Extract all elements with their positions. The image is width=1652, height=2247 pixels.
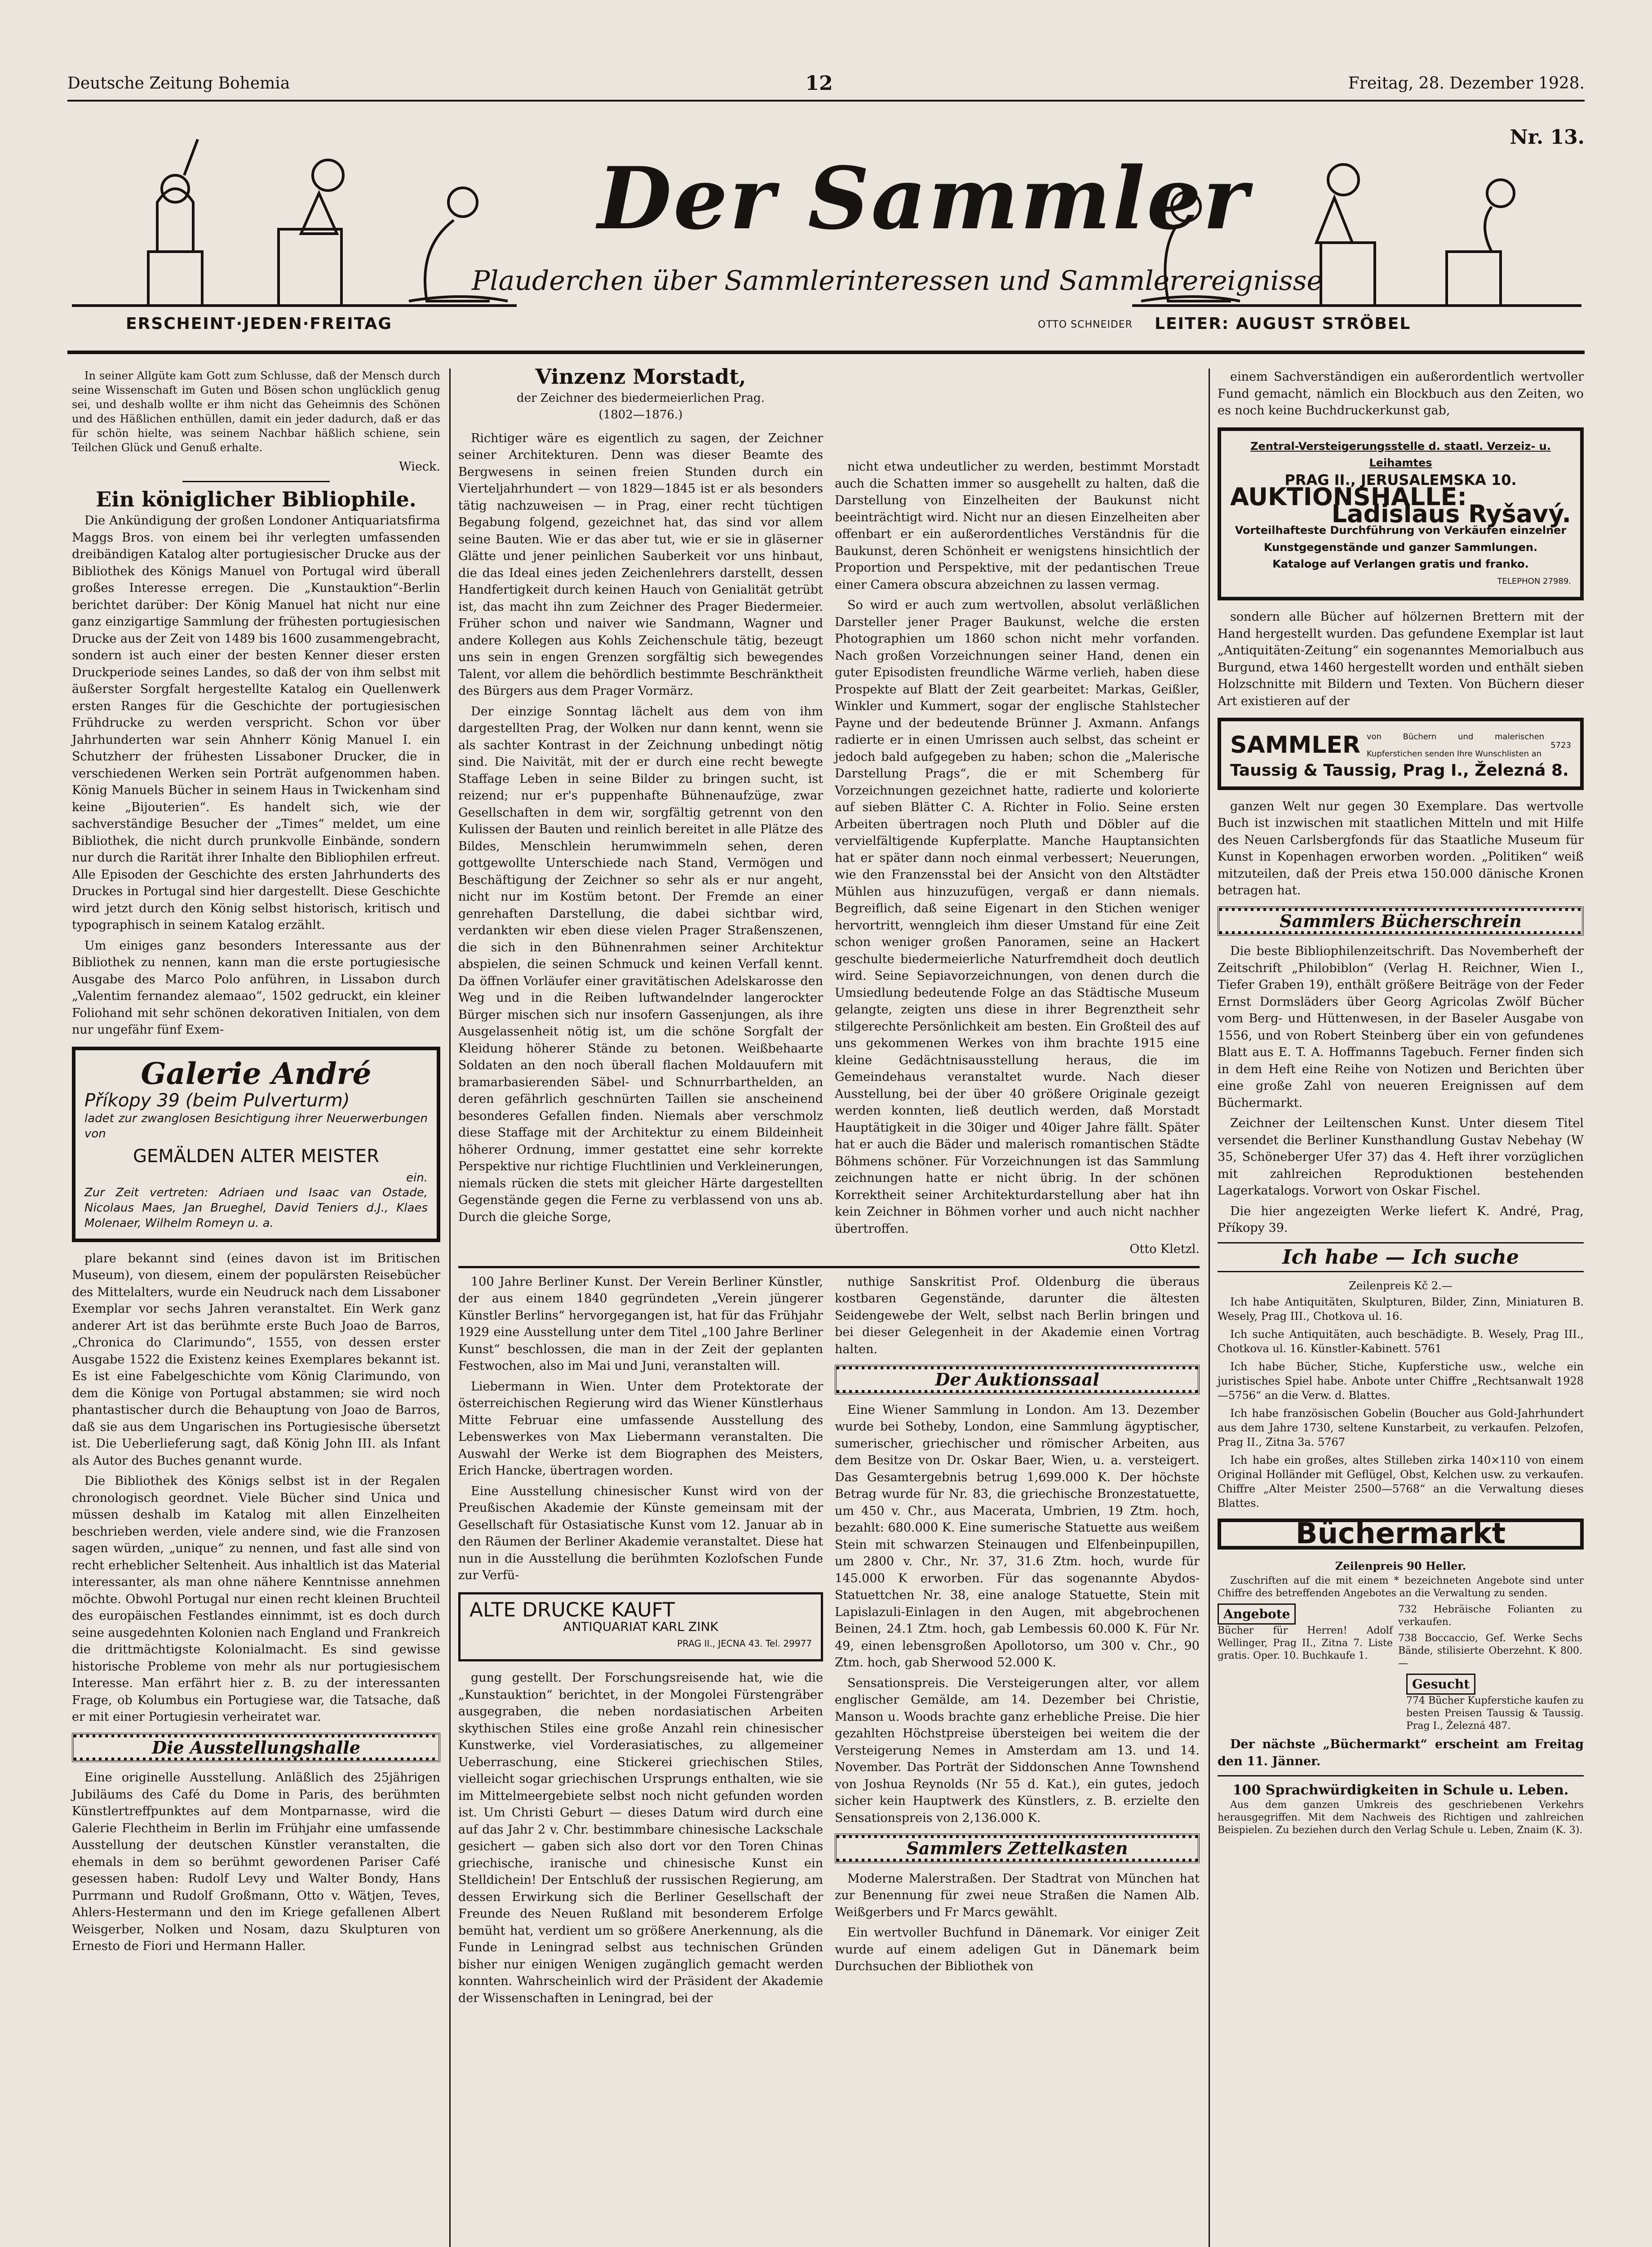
column-3 [1218, 369, 1584, 1840]
news-item: nuthige Sanskritist Prof. Oldenburg die überaus kostbaren Gegenstände, darunter die ältesten Seidengewebe der Welt, selbst nach Berlin bringen und bei dieser Gelegenheit in der Akademie einen Vortrag halten. [835, 1274, 1200, 1356]
line-price: Zeilenpreis Kč 2.— [1349, 1279, 1453, 1292]
section-banner-zettelkasten: Sammlers Zettelkasten [835, 1834, 1200, 1863]
classified-ad: 732 Hebräische Folianten zu verkaufen. [1398, 1603, 1582, 1628]
news-item: Liebermann in Wien. Unter dem Protektorate der österreichischen Regierung wird das Wiener Künstlerhaus Mitte Februar eine umfassende Ausstellung des Lebenswerkes von Max Liebermann veranstalten. Die Auswahl der Werke ist dem Biographen des Meisters, Erich Hancke, übertragen worden. [458, 1379, 823, 1478]
classified-ad: Ich habe französischen Gobelin (Boucher aus Gold-Jahrhundert aus dem Jahre 1730, seltene Kunstarbeit, zu verkaufen. Pelzofen, Prag II., Zitna 3a. 5767 [1218, 1407, 1584, 1448]
issue-date: Freitag, 28. Dezember 1928. [1348, 74, 1585, 93]
advert-auktionshalle [1218, 427, 1584, 601]
advert-galerie-andre [72, 1047, 440, 1242]
news-item: Eine Wiener Sammlung in London. Am 13. Dezember wurde bei Sotheby, London, eine Sammlung ägyptischer, sumerischer, griechischer und römischer Arbeiten, aus dem Besitze von Dr. Oskar Baer, Wien, u. a. versteigert. Das Gesamtergebnis betrug 1,699.000 K. Der höchste Betrag wurde für Nr. 83, die griechische Bronzestatuette, um 450 v. Chr., aus Macerata, Umbrien, 19 Ztm. hoch, bezahlt: 680.000 K. Eine sumerische Statuette aus weißem Stein mit schwarzen Steinaugen und Elfenbeinpupillen, um 2800 v. Chr., Nr. 37, 31.6 Ztm. hoch, wurde für 145.000 K erworben. Für das sogenannte Abydos-Statuettchen Nr. 38, eine analoge Statuette, Stein mit Lapislazuli-Einlagen in den Augen, mit abgebrochenen Beinen, 24.1 Ztm. hoch, gab Lembessis 60.000 K. Für Nr. 49, einen lebensgroßen Apollotorso, um 300 v. Chr., 90 Ztm. hoch, gab Sherwood 52.000 K. [835, 1403, 1200, 1670]
classified-ad: 774 Bücher Kupferstiche kaufen zu besten Preisen Taussig & Taussig. Prag I., Železná 487. [1406, 1695, 1584, 1732]
article-paragraph: Die Ankündigung der großen Londoner Antiquariatsfirma Maggs Bros. von einem bei ihr verlegten umfassenden dreibändigen Katalog alter portugiesischer Drucke aus der Bibliothek des Königs Manuel von Portugal wird überall großes Interesse erregen. Die „Kunstauktion“-Berlin berichtet darüber: Der König Manuel hat nicht nur eine ganz einzigartige Sammlung der frühesten portugiesischen Drucke aus der Zeit von 1489 bis 1600 zusammengebracht, sondern ist auch einer der besten Kenner dieser ersten Druckperiode seines Landes, so daß der von ihm selbst mit äußerster Sorgfalt hergestellte Katalog ein Quellenwerk ersten Ranges für die Geschichte der portugiesischen Frühdrucke zu werden verspricht. Schon vor über Jahrhunderten war sein Ahnherr König Manuel I. ein Schutzherr der frühesten Lissaboner Drucker, die in verschiedenen Werken sein Porträt aufgenommen haben. König Manuels Bücher in seinem Haus in Twickenham sind keine „Bijouterien“. Es handelt sich, wie der sachverständige Besucher der „Times“ meldet, um eine Bibliothek, die nicht durch prunkvolle Einbände, sondern nur durch die Rarität ihrer Inhalte den Bibliophilen erfreut. Alle Episoden der Geschichte des ersten Jahrhunderts des Druckes in Portugal sind hier dargestellt. Diese Geschichte wird jetzt durch den König selbst historisch, kritisch und typographisch in seinem Katalog erzählt. [72, 514, 440, 932]
angebote-tag: Angebote [1218, 1603, 1296, 1625]
advert-title: ALTE DRUCKE KAUFT [469, 1598, 675, 1621]
morstadt-article [458, 364, 1200, 1261]
advert-text: ladet zur zwanglosen Besichtigung ihrer Neuerwerbungen von [84, 1112, 428, 1141]
article-paragraph: einem Sachverständigen ein außerordentlich wertvoller Fund gemacht, nämlich ein Blockbuch aus den Zeiten, wo es noch keine Buchdruckerkunst gab, [1218, 370, 1584, 417]
column-2 [458, 364, 1200, 2010]
page-number: 12 [805, 71, 833, 95]
article-paragraph: nicht etwa undeutlicher zu werden, bestimmt Morstadt auch die Schatten immer so ausgehellt zu halten, daß die Darstellung von Einzelheiten der Baukunst nicht beeinträchtigt wird. Nicht nur an diesen Einzelheiten aber offenbart er ein außerordentliches Verständnis für die Baukunst, deren Schönheit er wenigstens hinsichtlich der Proportion und Perspektive, mit der pedantischen Treue einer Camera obscura abzeichnen zu lassen vermag. [835, 460, 1200, 592]
column-2d [835, 1274, 1200, 2011]
advert-phone: TELEPHON 27989. [1497, 576, 1571, 586]
column-1 [72, 369, 440, 1958]
article-paragraph: Der einzige Sonntag lächelt aus dem von ihm dargestellten Prag, der Wolken nur dann kennt, wenn sie als sachter Kontrast in der Zeichnung unbedingt nötig sind. Die Naivität, mit der er durch eine recht bewegte Staffage Leben in seine Bilder zu bringen sucht, ist reizend; nur er's puppenhafte Bühnenaufzüge, zwar Gesellschaften in dem wir, sorgfältig getrennt von den Kulissen der Bauten und reinlich bereitet in alle Plätze des Bildes, Menschlein herumwimmeln sehen, deren gottgewollte Unterschiede nach Stand, Vermögen und Beschäftigung der Zeichner so sehr als er nur angeht, nicht nur im Kostüm betont. Der Fremde an einer genrehaften Darstellung, die dabei sichtbar wird, verdankten wir eben diese vielen Prager Straßenszenen, die sich in den Bühnenrahmen seiner Architektur abspielen, die seinen Schmuck und keinen Verfall kennt. Da öffnen Vorläufer einer gravitätischen Adelskarosse den Weg und in die Reiben luftwandelnder langerockter Bürger mischen sich nur insofern Gassenjungen, als ihre Ausgelassenheit nötig ist, um die schöne Sorgfalt der Kleidung höherer Stände zu betonen. Weißbehaarte Soldaten an den noch überall flachen Moldauufern mit bramarbasierenden Säbel- und Schnurrbarthelden, an deren gefährlich geschnürten Taillen sie anscheinend besonderes Gefallen finden. Niemals aber verschmolz diese Staffage mit der Architektur zu einem Bildeinheit höherer Ordnung, immer gestattet eine sehr korrekte Perspektive nur richtige Fluchtlinien und Verkleinerungen, niemals rücken die stets mit gleicher Härte dargestellten Gegenstände gegen die Ferne zu verblassend von uns ab. Durch die gleiche Sorge, [458, 704, 823, 1224]
article-paragraph: plare bekannt sind (eines davon ist im Britischen Museum), von diesem, einem der populärsten Reisebücher des Mittelalters, wurde ein Neudruck nach dem Lissaboner Exemplar vor sechs Jahren veranstaltet. Ein Werk ganz anderer Art ist das berühmte erste Buch Joao de Barros, „Chronica do Clarimundo“, 1555, von dessen erster Ausgabe 1522 die Existenz keines Exemplares bekannt ist. Es ist eine Fabelgeschichte vom König Clarimundo, von dem die Könige von Portugal abstammen; sie wird noch phantastischer durch die Behauptung von Joao de Barros, daß sie aus dem Ungarischen ins Portugiesische übersetzt ist. Die Ueberlieferung sagt, daß König John III. als Infant als Autor des Buches genannt wurde. [72, 1251, 440, 1468]
advert-title: SAMMLER [1230, 731, 1360, 759]
advert-address: PRAG II., JECNA 43. Tel. 29977 [677, 1638, 812, 1649]
article-title-bibliophile: Ein königlicher Bibliophile. [96, 487, 416, 511]
classified-ad: Ich habe Antiquitäten, Skulpturen, Bilder, Zinn, Miniaturen B. Wesely, Prag III., Chotkova ul. 16. [1218, 1295, 1584, 1323]
advert-text: Vorteilhafteste Durchführung von Verkäufen einzelner Kunstgegenstände und ganzer Sammlungen. [1235, 524, 1567, 554]
article-dates: (1802—1876.) [598, 408, 683, 422]
article-paragraph: Richtiger wäre es eigentlich zu sagen, der Zeichner seiner Architekturen. Denn was dieser Beamte des Bergwesens in seinen freien Stunden durch ein Vierteljahrhundert — von 1829—1845 ist er als besonders tätig nachzuweisen — in Prag, einer recht tüchtigen Begabung folgend, gezeichnet hat, das sind vor allem seine Bauten. Wie er das aber tut, wie er sie in gläserner Glätte und jener peinlichen Sauberkeit vor uns hinbaut, die das Ideal eines jeden Zeichenlehrers darstellt, dessen Handfertigkeit durch keinen Hauch von Genialität getrübt ist, das macht ihn zum Zeichner des Prager Biedermeier. Früher schon und naiver wie Sandmann, Wagner und andere Kollegen aus Kohls Zeichenschule tätig, bezeugt uns sein in engen Grenzen sorgfältig sich bewegendes Talent, vor allem die behördlich bestimmte Beschränktheit des Bürgers aus dem Prager Vormärz. [458, 431, 823, 698]
news-item: Sensationspreis. Die Versteigerungen alter, vor allem englischer Gemälde, am 14. Dezember bei Christie, Manson u. Woods brachte ganz erhebliche Preise. Die hier gezahlten Höchstpreise übersteigen bei weitem die der Versteigerung Nemes in Amsterdam am 13. und 14. November. Das Porträt der Siddonschen Anne Townshend von Joshua Reynolds (Nr 55 d. Kat.), ein gutes, jedoch sicher kein Hauptwerk des Künstlers, z. B. erzielte den Sensationspreis von 2,136.000 K. [835, 1676, 1200, 1825]
advert-address: Taussig & Taussig, Prag I., Železná 8. [1230, 761, 1569, 780]
news-item: Der nächste „Büchermarkt“ erscheint am Freitag den 11. Jänner. [1218, 1737, 1584, 1768]
article-paragraph: sondern alle Bücher auf hölzernen Brettern mit der Hand hergestellt wurden. Das gefundene Exemplar ist laut „Antiquitäten-Zeitung“ ein sogenanntes Memorialbuch aus Burgund, etwa 1460 hergestellt worden und enthält sieben Holzschnitte mit Bildern und Texten. Von Büchern dieser Art existieren auf der [1218, 610, 1584, 708]
classified-ad: Ich habe ein großes, altes Stilleben zirka 140×110 von einem Original Holländer mit Geflügel, Obst, Kelchen usw. zu verkaufen. Chiffre „Alter Meister 2500—5768“ an die Verwaltung dieses Blattes. [1218, 1453, 1584, 1510]
classified-ad: Ich habe Bücher, Stiche, Kupferstiche usw., welche ein juristisches Spiel habe. Anbote unter Chiffre „Rechtsanwalt 1928—5756“ an die Verw. d. Blattes. [1218, 1360, 1584, 1402]
classified-ad: Bücher für Herren! Adolf Wellinger, Prag II., Zitna 7. Liste gratis. Oper. 10. Buchkaufe 1. [1218, 1625, 1393, 1661]
angebote-column [1218, 1603, 1393, 1674]
advert-text: von Büchern und malerischen Kupferstichen senden Ihre Wunschlisten an [1366, 732, 1545, 759]
news-item: Zeichner der Leiltenschen Kunst. Unter diesem Titel versendet die Berliner Kunsthandlung Gustav Nebehay (W 35, Schöneberger Ufer 37) das 4. Heft ihrer vorzüglichen mit zahlreichen Reproduktionen bestehenden Lagerkatalogs. Vorwort von Oskar Fischel. [1218, 1116, 1584, 1198]
advert-number: 5723 [1550, 740, 1571, 750]
divider [1218, 1242, 1584, 1243]
article-title-morstadt: Vinzenz Morstadt, [535, 364, 746, 389]
publication-schedule: ERSCHEINT·JEDEN·FREITAG [126, 315, 392, 333]
intro-quote-author: Wieck. [399, 460, 440, 474]
news-item: Moderne Malerstraßen. Der Stadtrat von München hat zur Benennung für zwei neue Straßen die Namen Alb. Weißgerbers und Fr Marcs gewählt. [835, 1871, 1200, 1919]
top-rule [67, 100, 1585, 102]
section-banner-auction: Der Auktionssaal [835, 1365, 1200, 1394]
advert-title: AUKTIONSHALLE: [1230, 483, 1467, 511]
line-price: Zeilenpreis 90 Heller. [1335, 1559, 1466, 1572]
collector-figures-right-illustration [1132, 126, 1581, 324]
divider [458, 1266, 1200, 1268]
article-author: Otto Kletzl. [1129, 1242, 1200, 1256]
intro-quote: In seiner Allgüte kam Gott zum Schlusse, daß der Mensch durch seine Wissenschaft im Guten und Bösen schon unglücklich genug sei, und deshalb wollte er ihm nicht das Geheimnis des Schönen und des Häßlichen enthüllen, damit ein jeder dadurch, daß er das für schön hielte, was seinem Nachbar häßlich schiene, sein Teilchen Glück und Genuß erhalte. [72, 369, 440, 454]
advert-name: Ladislaus Ryšavý. [1331, 499, 1571, 528]
masthead-title: Der Sammler [598, 148, 1250, 249]
advert-karl-zink [458, 1592, 823, 1662]
news-item: Ein wertvoller Buchfund in Dänemark. Vor einiger Zeit wurde auf einem adeligen Gut in Dänemark beim Durchsuchen der Bibliothek von [835, 1926, 1200, 1973]
article-subtitle: der Zeichner des biedermeierlichen Prag. [517, 391, 765, 405]
news-item: gung gestellt. Der Forschungsreisende hat, wie die „Kunstauktion“ berichtet, in der Mongolei Fürstengräber ausgegraben, die neben nordasiatischen Arbeiten skythischen Stiles eine große Anzahl rein chinesischer Kunstwerke, viel Vorderasiatisches, zu allgemeiner Ueberraschung, eine Stickerei griechischen Stiles, vielleicht sogar griechischen Ursprungs enthalten, wie sie im Mittelmeergebiete selbst noch nicht gefunden worden ist. Um Christi Geburt — dieses Datum wird durch eine auf das Jahr 2 v. Chr. bestimmbare chinesische Lackschale gesichert — gaben sich also dort vor den Toren Chinas griechische, iranische und chinesische Kunst ein Stelldichein! Der Entschluß der russischen Regierung, am dessen Erwirkung sich die Berliner Gesellschaft der Freunde des Neuen Rußland mit besonderem Erfolge bemüht hat, verdient um so größere Anerkennung, als die Funde in Leningrad selbst aus technischen Gründen bisher nur einigen Wenigen zugänglich gemacht werden konnten. Wahrscheinlich wird der Präsident der Akademie der Wissenschaften in Leningrad, bei der [458, 1671, 823, 2005]
issue-number: Nr. 13. [1510, 126, 1585, 149]
advert-address: PRAG II., JERUSALEMSKA 10. [1284, 471, 1517, 488]
collector-figures-left-illustration [67, 126, 517, 324]
top-line [67, 70, 1585, 97]
masthead [67, 117, 1585, 351]
news-item: 100 Jahre Berliner Kunst. Der Verein Berliner Künstler, der aus einem 1840 gegründeten „Verein jüngerer Künstler Berlins“ hervorgegangen ist, hat für das Frühjahr 1929 eine Ausstellung unter dem Titel „100 Jahre Berliner Kunst“ beschlossen, die man in der Zeit der geplanten Festwochen, also im Mai und Juni, veranstalten will. [458, 1274, 823, 1373]
section-banner-exhibition: Die Ausstellungshalle [72, 1733, 440, 1763]
column-2c [458, 1274, 823, 2011]
gesucht-tag: Gesucht [1406, 1674, 1475, 1695]
section-title-ich-habe: Ich habe — Ich suche [1282, 1245, 1519, 1269]
divider [1218, 1271, 1584, 1272]
masthead-rule [67, 351, 1585, 354]
article-paragraph: Zuschriften auf die mit einem * bezeichneten Angebote sind unter Chiffre des betreffenden Angebotes an die Verwaltung zu senden. [1218, 1575, 1584, 1599]
advert-title: 100 Sprachwürdigkeiten in Schule u. Leben. [1232, 1782, 1569, 1798]
advert-address: Příkopy 39 (beim Pulverturm) [84, 1090, 350, 1111]
lower-news [458, 1274, 1200, 2011]
column-2b [835, 369, 1200, 1261]
column-separator-1 [449, 369, 451, 2247]
advert-title: Galerie André [141, 1056, 372, 1091]
classified-ad: 738 Boccaccio, Gef. Werke Sechs Bände, stilisierte Oberzehnt. K 800.— [1398, 1632, 1582, 1669]
advert-artists: Zur Zeit vertreten: Adriaen und Isaac van Ostade, Nicolaus Maes, Jan Brueghel, David Teniers d.J., Klaes Molenaer, Wilhelm Romeyn u. a. [84, 1186, 428, 1230]
buechermarkt-ads [1218, 1603, 1584, 1674]
column-2a [458, 364, 823, 1261]
column-separator-2 [1209, 369, 1210, 2247]
advert-sub: ANTIQUARIAT KARL ZINK [563, 1619, 718, 1634]
angebote-column-2 [1398, 1603, 1582, 1674]
article-paragraph: Die Bibliothek des Königs selbst ist in der Regalen chronologisch geordnet. Viele Bücher sind Unica und müssen deshalb im Katalog mit allen Einzelheiten beschrieben werden, viele andere sind, wie die Franzosen sagen würden, „unique“ zu nennen, und fast alle sind von recht erheblicher Seltenheit. Aus inhaltlich ist das Material interessanter, als man ohne nähere Kenntnisse annehmen möchte. Obwohl Portugal nur einen recht kleinen Bruchteil des europäischen Festlandes einnimmt, ist es doch durch seine ausgedehnten Kolonien nach England und Frankreich die drittmächtigste Kolonialmacht. Es sind gewisse historische Probleme von mehr als nur portugiesischem Interesse. Man erfährt hier z. B. zu der interessanten Frage, ob Kolumbus ein Portugiese war, die Tatsache, daß er mit einer Portugiesin verheiratet war. [72, 1474, 440, 1724]
article-paragraph: Um einiges ganz besonders Interessante aus der Bibliothek zu nennen, kann man die erste portugiesische Ausgabe des Marco Polo anführen, in Lissabon durch „Valentim fernandez alemaao“, 1502 gedruckt, ein kleiner Foliohand mit sehr schönen dekorativen Initialen, von dem nur ungefähr fünf Exem- [72, 938, 440, 1037]
news-item: Die beste Bibliophilenzeitschrift. Das Novemberheft der Zeitschrift „Philobiblon“ (Verlag H. Reichner, Wien I., Tiefer Graben 19), enthält größere Beiträge von der Feder Ernst Dormsläders über Georg Agricolas Zwölf Bücher vom Berg- und Hüttenwesen, in der Baseler Ausgabe von 1556, und von Robert Steinberg über ein von gefundenes Blatt aus E. T. A. Hoffmanns Tagebuch. Ferner finden sich in dem Heft eine Reihe von Notizen und Berichten über eine große Zahl von neueren Ereignissen auf dem Büchermarkt. [1218, 944, 1584, 1110]
section-banner-buecherschrein: Sammlers Bücherschrein [1218, 906, 1584, 936]
masthead-artist: OTTO SCHNEIDER [1038, 319, 1133, 330]
advert-taussig [1218, 718, 1584, 790]
section-title-buechermarkt: Büchermarkt [1218, 1519, 1584, 1550]
advert-top: Zentral-Versteigerungsstelle d. staatl. Verzeiz- u. Leihamtes [1250, 440, 1551, 469]
newspaper-name: Deutsche Zeitung Bohemia [67, 74, 290, 93]
news-item: Eine Ausstellung chinesischer Kunst wird von der Preußischen Akademie der Künste gemeinsam mit der Gesellschaft für Ostasiatische Kunst vom 12. Januar ab in den Räumen der Berliner Akademie veranstaltet. Diese hat nun in die Ausstellung die berühmten Kozlofschen Funde zur Verfü- [458, 1484, 823, 1582]
editor-line: LEITER: AUGUST STRÖBEL [1155, 315, 1411, 333]
classified-ad: Ich suche Antiquitäten, auch beschädigte. B. Wesely, Prag III., Chotkova ul. 16. Künstler-Kabinett. 5761 [1218, 1328, 1584, 1355]
article-paragraph: ganzen Welt nur gegen 30 Exemplare. Das wertvolle Buch ist inzwischen mit staatlichen Mitteln und mit Hilfe des Neuen Carlsbergfonds für das Staatliche Museum für Kunst in Kopenhagen erworben worden. „Politiken“ weiß mitzuteilen, daß der Preis etwa 150.000 dänische Kronen betragen hat. [1218, 799, 1584, 897]
advert-text: Kataloge auf Verlangen gratis und franko. [1272, 558, 1529, 570]
advert-text: ein. [406, 1171, 428, 1185]
article-paragraph: So wird er auch zum wertvollen, absolut verläßlichen Darsteller jener Prager Baukunst, welche die ersten Photographien um 1860 schon nicht mehr vorfanden. Nach großen Vorzeichnungen seiner Hand, denen ein guter Episodisten freundliche Wärme verlieh, haben diese Prospekte auf Blatt der Zeit gearbeitet: Markas, Geißler, Winkler und Kummert, sogar der englische Stahlstecher Payne und der bedeutende Brünner J. Axmann. Anfangs radierte er in einen Umrissen auch selbst, das scheint er jedoch bald aufgegeben zu haben; schon die „Malerische Darstellung Prags“, die er mit Schemberg für Vorzeichnungen gezeichnet hatte, radierte und kolorierte auf sieben Blätter C. A. Richter in Folio. Seine ersten Arbeiten übertragen noch Pluth und Döbler auf die vervielfältigende Kupferplatte. Manche Hauptansichten hat er später dann noch einmal verbessert; Neuerungen, wie den Franzensstal bei der Ansicht von den Altstädter Mühlen aus hinzuzufügen, vergaß er dann niemals. Begreiflich, daß seine Eigenart in den Stichen weniger hervortritt, wenngleich ihm dieser Umstand für eine Zeit schon weniger großen Panoramen, seine an Hackert geschulte biedermeierliche Naturfremdheit doch deutlich wird. Seine Sepiavorzeichnungen, von denen durch die Umsiedlung bedeutende Folge an das Städtische Museum gelangte, zeigten uns diese in ihrer Begrenztheit sehr stilgerechte Persönlichkeit am besten. Ein Großteil des auf uns gekommenen Werkes von ihm brachte 1915 eine kleine Gedächtnisausstellung heraus, die im Gemeindehaus veranstaltet wurde. Nach dieser Ausstellung, bei der über 40 größere Originale gezeigt werden konnten, ließ deutlich werden, daß Morstadt Hauptätigkeit in die 30iger und 40iger Jahre fällt. Später hat er auch die Bäder und malerisch romantischen Städte Böhmens schöner. Für Vorzeichnungen ist das Sammlung zeichnungen hatte er nicht übrig. In der schönen Korrektheit seiner Architekturdarstellung aber hat ihn kein Zeichner in Böhmen vorher und auch nicht nachher übertroffen. [835, 598, 1200, 1236]
masthead-subtitle: Plauderchen über Sammlerinteressen und Sammlerereignisse [472, 265, 1323, 297]
divider [1218, 1775, 1584, 1776]
advert-text: Aus dem ganzen Umkreis des geschriebenen Verkehrs herausgegriffen. Mit dem Nachweis des Richtigen und zahlreichen Beispielen. Zu beziehen durch den Verlag Schule u. Leben, Znaim (K. 3). [1218, 1799, 1584, 1836]
divider [182, 481, 330, 482]
article-paragraph: Eine originelle Ausstellung. Anläßlich des 25jährigen Jubiläums des Café du Dome in Paris, des berühmten Künstlertreffpunktes auf dem Montparnasse, wird die Galerie Flechtheim in Berlin im Frühjahr eine umfassende Ausstellung der deutschen Künstler veranstalten, die ehemals in dem so berühmt gewordenen Pariser Café gesessen haben: Rudolf Levy und Walter Bondy, Hans Purrmann und Rudolf Großmann, Otto v. Wätjen, Teves, Ahlers-Hestermann und den im Kriege gefallenen Albert Weisgerber, Nolken und Nosam, dazu Skulpturen von Ernesto de Fiori und Hermann Haller. [72, 1771, 440, 1954]
advert-main: GEMÄLDEN ALTER MEISTER [133, 1146, 379, 1167]
news-item: Die hier angezeigten Werke liefert K. André, Prag, Příkopy 39. [1218, 1204, 1584, 1235]
